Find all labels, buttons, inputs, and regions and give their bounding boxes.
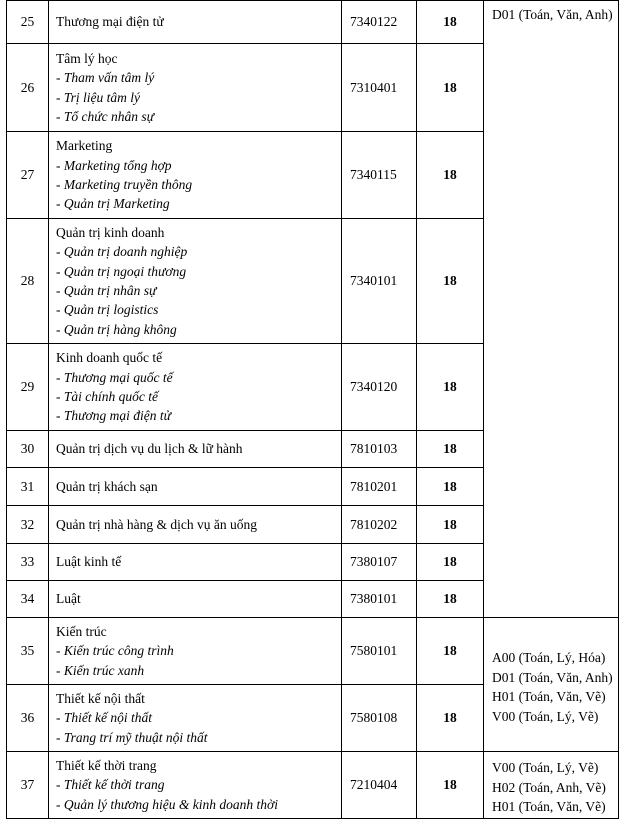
specialization-item: - Thương mại quốc tế — [56, 369, 173, 385]
major-code: 7310401 — [341, 43, 416, 131]
major-name: Luật — [56, 591, 81, 607]
quota: 18 — [416, 0, 483, 43]
row-number: 29 — [6, 343, 48, 430]
major-cell — [48, 131, 341, 218]
specialization-item: - Kiến trúc xanh — [56, 662, 145, 678]
specialization-item: - Marketing truyền thông — [56, 177, 193, 192]
combination-line: D01 (Toán, Văn, Anh) — [492, 669, 613, 685]
row-number: 36 — [6, 684, 48, 751]
major-cell — [48, 43, 341, 131]
major-code: 7210404 — [341, 751, 416, 818]
specialization-item: - Thiết kế thời trang — [56, 777, 165, 793]
major-name: Marketing — [56, 138, 113, 154]
specialization-item: - Tổ chức nhân sự — [56, 108, 154, 124]
quota: 18 — [416, 543, 483, 580]
major-code: 7340115 — [341, 131, 416, 218]
admission-table — [6, 0, 618, 818]
row-number: 26 — [6, 43, 48, 131]
specialization-item: - Quản trị nhân sự — [56, 283, 157, 298]
quota: 18 — [416, 580, 483, 617]
major-cell — [48, 0, 341, 43]
major-name: Thương mại điện tử — [56, 14, 164, 30]
specialization-item: - Tài chính quốc tế — [56, 389, 158, 404]
quota: 18 — [416, 43, 483, 131]
major-cell — [48, 218, 341, 343]
major-code: 7580101 — [341, 617, 416, 684]
major-code: 7380101 — [341, 580, 416, 617]
row-number: 30 — [6, 430, 48, 467]
major-cell — [48, 751, 341, 818]
quota: 18 — [416, 343, 483, 430]
major-cell — [48, 684, 341, 751]
major-cell — [48, 343, 341, 430]
major-code: 7580108 — [341, 684, 416, 751]
major-cell — [48, 430, 341, 467]
subject-combinations — [483, 751, 618, 818]
major-cell — [48, 580, 341, 617]
specialization-item: - Quản trị hàng không — [56, 321, 177, 337]
specialization-item: - Tham vấn tâm lý — [56, 70, 155, 86]
specialization-item: - Kiến trúc công trình — [56, 643, 174, 659]
row-number: 35 — [6, 617, 48, 684]
major-code: 7810201 — [341, 467, 416, 505]
specialization-item: - Quản trị ngoại thương — [56, 263, 187, 279]
major-name: Quản trị kinh doanh — [56, 224, 165, 240]
table-bottom-border — [6, 818, 619, 819]
row-number: 37 — [6, 751, 48, 818]
major-name: Thiết kế nội thất — [56, 690, 145, 706]
major-name: Kiến trúc — [56, 623, 107, 639]
specialization-item: - Marketing tổng hợp — [56, 157, 172, 173]
quota: 18 — [416, 505, 483, 543]
major-code: 7810202 — [341, 505, 416, 543]
major-code: 7340122 — [341, 0, 416, 43]
major-cell — [48, 617, 341, 684]
major-code: 7380107 — [341, 543, 416, 580]
quota: 18 — [416, 751, 483, 818]
subject-combinations — [483, 0, 618, 617]
row-number: 34 — [6, 580, 48, 617]
major-cell — [48, 467, 341, 505]
major-name: Tâm lý học — [56, 50, 118, 66]
specialization-item: - Quản lý thương hiệu & kinh doanh thời — [56, 796, 278, 812]
row-number: 33 — [6, 543, 48, 580]
specialization-item: - Thương mại điện tử — [56, 408, 171, 424]
major-code: 7810103 — [341, 430, 416, 467]
specialization-item: - Quản trị Marketing — [56, 196, 170, 212]
quota: 18 — [416, 617, 483, 684]
row-number: 28 — [6, 218, 48, 343]
combination-line: V00 (Toán, Lý, Vẽ) — [492, 760, 599, 775]
combination-line: H01 (Toán, Văn, Vẽ) — [492, 689, 606, 705]
major-name: Quản trị dịch vụ du lịch & lữ hành — [56, 441, 243, 457]
row-number: 32 — [6, 505, 48, 543]
row-number: 27 — [6, 131, 48, 218]
quota: 18 — [416, 684, 483, 751]
row-number: 25 — [6, 0, 48, 43]
combination-line: V00 (Toán, Lý, Vẽ) — [492, 708, 599, 724]
specialization-item: - Thiết kế nội thất — [56, 710, 152, 726]
major-code: 7340120 — [341, 343, 416, 430]
major-name: Luật kinh tế — [56, 554, 122, 570]
combination-line: D01 (Toán, Văn, Anh) — [492, 7, 613, 22]
quota: 18 — [416, 131, 483, 218]
row-number: 31 — [6, 467, 48, 505]
subject-combinations — [483, 617, 618, 751]
major-cell — [48, 505, 341, 543]
combination-line: H02 (Toán, Anh, Vẽ) — [492, 779, 606, 795]
table-right-border — [618, 0, 619, 819]
major-name: Quản trị khách sạn — [56, 478, 158, 494]
major-cell — [48, 543, 341, 580]
specialization-item: - Trang trí mỹ thuật nội thất — [56, 729, 208, 745]
quota: 18 — [416, 430, 483, 467]
major-name: Kinh doanh quốc tế — [56, 350, 163, 366]
specialization-item: - Quản trị logistics — [56, 302, 159, 318]
specialization-item: - Quản trị doanh nghiệp — [56, 244, 188, 260]
combination-line: A00 (Toán, Lý, Hóa) — [492, 650, 606, 665]
major-name: Thiết kế thời trang — [56, 757, 157, 773]
quota: 18 — [416, 218, 483, 343]
major-name: Quản trị nhà hàng & dịch vụ ăn uống — [56, 516, 257, 532]
combination-line: H01 (Toán, Văn, Vẽ) — [492, 799, 606, 815]
quota: 18 — [416, 467, 483, 505]
major-code: 7340101 — [341, 218, 416, 343]
specialization-item: - Trị liệu tâm lý — [56, 89, 140, 105]
